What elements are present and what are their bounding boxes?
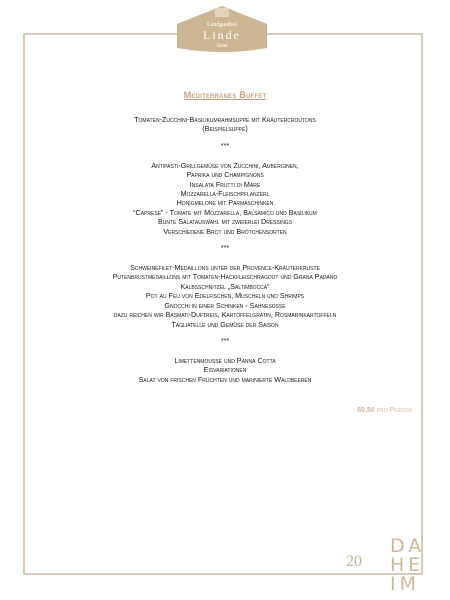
- menu-line: Paprika und Champignons: [186, 170, 264, 180]
- brand-line: DA: [390, 535, 426, 557]
- menu-line: Schweinefilet-Medaillons unter der Provence-Kräuterkruste: [130, 263, 320, 273]
- logo-main-text: Linde: [203, 28, 241, 42]
- menu-line: Insalata Frutti di Mare: [189, 179, 261, 189]
- menu-line: Limettenmousse und Panna Cotta: [174, 355, 276, 365]
- menu-line: Tagliatelle und Gemüse der Saison: [171, 319, 279, 329]
- menu-line: Antipasti-Grillgemüse von Zucchini, Auberginen,: [151, 160, 299, 170]
- logo-graphic: [175, 2, 269, 54]
- logo-house-icon: [215, 8, 229, 17]
- separator: ***: [220, 142, 230, 150]
- menu-line: Pot au Feu von Edelfischen, Muscheln und Shrimps: [145, 291, 305, 301]
- brand-line: HE: [390, 554, 425, 576]
- price-unit: pro Person: [376, 407, 412, 414]
- menu-line: “Caprese” - Tomate mit Mozzarella, Balsamico und Basilikum: [133, 207, 317, 217]
- menu-line: Verschiedene Brot und Brötchensorten: [163, 226, 287, 236]
- mains-section: [40, 263, 410, 329]
- logo: [175, 2, 269, 54]
- menu-title: Mediterranes Buffet: [183, 90, 267, 100]
- menu-line: dazu reichen wir Basmati-Duftreis, Kartoffelgratin, Rosmarinkartoffeln: [113, 310, 337, 320]
- price-amount: 60,50: [357, 407, 375, 414]
- menu-line: (Beispielsuppe): [202, 124, 248, 134]
- logo-top-text: Landgasthof: [207, 22, 237, 28]
- starters-section: [40, 161, 410, 236]
- menu-line: Putenbrustmedaillons mit Tomaten-Hackfleischragout und Grana Padano: [112, 272, 338, 282]
- menu-line: Honigmelone mit Parmaschinken: [176, 198, 274, 208]
- menu-line: Mozzarella-Fleischpflanzerl: [180, 189, 270, 199]
- desserts-section: [40, 356, 410, 384]
- soup-section: [40, 115, 410, 134]
- menu-line: Eisvariationen: [203, 365, 247, 375]
- page-number: 20: [346, 553, 362, 570]
- separator: ***: [220, 337, 230, 345]
- logo-sub-text: Hotel: [216, 44, 228, 49]
- menu-line: Salat von frischen Früchten und marinierte Waldbeeren: [138, 374, 312, 384]
- menu-content: [40, 90, 410, 384]
- menu-line: Tomaten-Zucchini-Basilikumrahmsuppe mit Kräutercroutons: [134, 115, 316, 124]
- price: [357, 407, 412, 414]
- menu-line: Kalbsschnitzel „Saltimbocca“: [180, 281, 270, 291]
- brand-mark: [390, 537, 436, 594]
- brand-line: IM: [390, 573, 420, 595]
- menu-line: Gnocchi in einer Schinken - Sahnesoße: [164, 300, 286, 310]
- separator: ***: [220, 245, 230, 253]
- menu-line: Bunte Salatauswahl mit zweierlei Dressings: [157, 217, 293, 227]
